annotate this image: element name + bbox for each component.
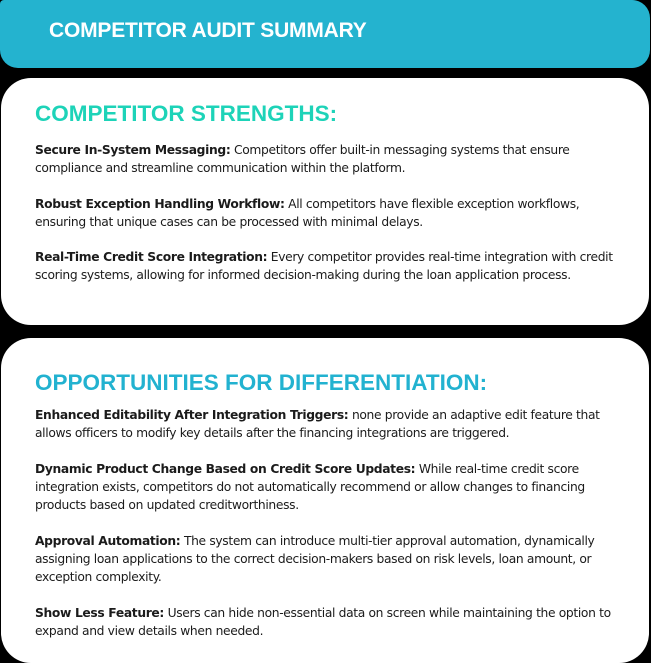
item-text: none provide an adaptive edit feature that allows officers to modify key details after the financing integrations are triggered.: [35, 408, 600, 440]
strengths-heading: COMPETITOR STRENGTHS:: [35, 101, 338, 126]
header-banner: [0, 0, 650, 68]
item-text: The system can introduce multi-tier approval automation, dynamically assigning loan applications to the correct decision-makers based on risk levels, loan amount, or exception complexity.: [35, 534, 595, 584]
item-text: All competitors have flexible exception workflows, ensuring that unique cases can be processed with minimal delays.: [35, 197, 580, 229]
item-label: Secure In-System Messaging:: [35, 143, 231, 157]
opportunities-card: [1, 338, 649, 663]
opportunities-heading: OPPORTUNITIES FOR DIFFERENTIATION:: [35, 370, 488, 395]
item-text: Every competitor provides real-time integration with credit scoring systems, allowing for informed decision-making during the loan application process.: [35, 250, 613, 282]
opportunity-item: [35, 406, 625, 442]
item-text: Competitors offer built-in messaging systems that ensure compliance and streamline communication within the platform.: [35, 143, 570, 175]
item-label: Show Less Feature:: [35, 606, 164, 620]
item-label: Dynamic Product Change Based on Credit Score Updates:: [35, 462, 416, 476]
strength-item: [35, 248, 625, 284]
strengths-card: [1, 78, 649, 325]
item-label: Enhanced Editability After Integration Triggers:: [35, 408, 349, 422]
item-label: Real-Time Credit Score Integration:: [35, 250, 268, 264]
strength-item: [35, 195, 625, 231]
item-label: Approval Automation:: [35, 534, 181, 548]
opportunity-item: [35, 532, 625, 586]
page-title: COMPETITOR AUDIT SUMMARY: [49, 19, 367, 42]
opportunity-item: [35, 604, 625, 640]
strength-item: [35, 141, 625, 177]
item-text: Users can hide non-essential data on screen while maintaining the option to expand and view details when needed.: [35, 606, 611, 638]
item-label: Robust Exception Handling Workflow:: [35, 197, 285, 211]
opportunity-item: [35, 460, 625, 514]
item-text: While real-time credit score integration exists, competitors do not automatically recommend or allow changes to financing products based on updated creditworthiness.: [35, 462, 585, 512]
